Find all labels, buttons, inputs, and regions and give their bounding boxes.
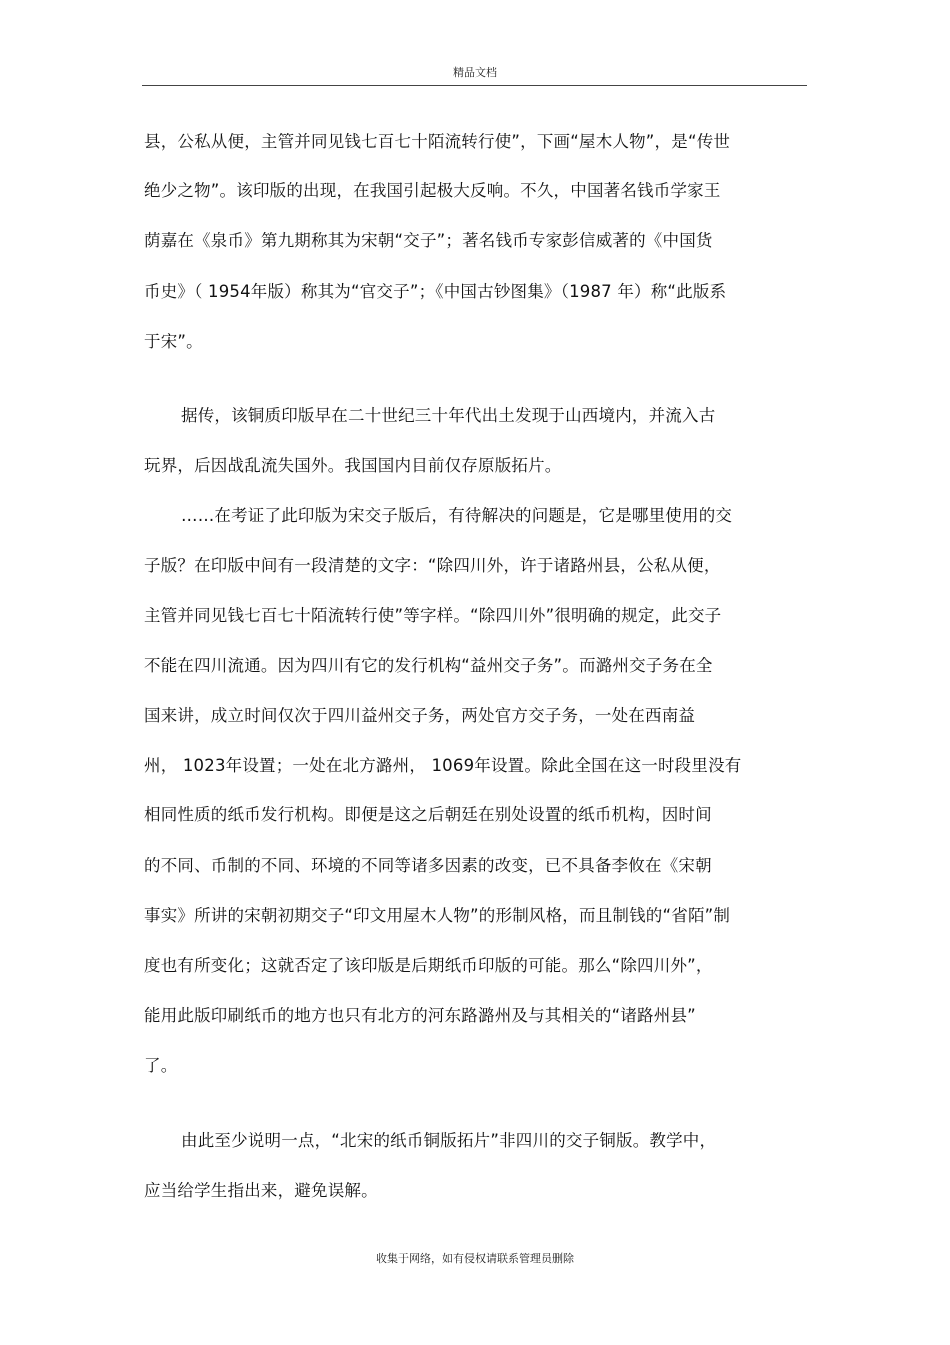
text-line: 绝少之物”。该印版的出现，在我国引起极大反响。不久，中国著名钱币学家王 [144, 181, 721, 200]
text-line: 应当给学生指出来，避免误解。 [144, 1181, 378, 1200]
text-line: 了。 [144, 1056, 178, 1075]
text-line: 于宋”。 [144, 332, 203, 351]
text-line: 玩界，后因战乱流失国外。我国国内目前仅存原版拓片。 [144, 456, 562, 475]
text-line: 不能在四川流通。因为四川有它的发行机构“益州交子务”。而潞州交子务在全 [144, 656, 713, 675]
text-line: 能用此版印刷纸币的地方也只有北方的河东路潞州及与其相关的“诸路州县” [144, 1006, 696, 1025]
text-line: 相同性质的纸币发行机构。即便是这之后朝廷在别处设置的纸币机构，因时间 [144, 805, 712, 824]
text-line: 的不同、币制的不同、环境的不同等诸多因素的改变，已不具备李攸在《宋朝 [144, 856, 712, 875]
paragraph-first-line: 据传，该铜质印版早在二十世纪三十年代出土发现于山西境内，并流入古 [181, 406, 716, 425]
header-title: 精品文档 [453, 66, 497, 79]
text-line: 国来讲，成立时间仅次于四川益州交子务，两处官方交子务，一处在西南益 [144, 706, 696, 725]
paragraph-first-line: ……在考证了此印版为宋交子版后，有待解决的问题是，它是哪里使用的交 [181, 506, 733, 525]
text-line: 县，公私从便，主管并同见钱七百七十陌流转行使”，下画“屋木人物”，是“传世 [144, 132, 731, 151]
text-line: 子版？在印版中间有一段清楚的文字：“除四川外，许于诸路州县，公私从便， [144, 556, 721, 575]
text-line: 事实》所讲的宋朝初期交子“印文用屋木人物”的形制风格，而且制钱的“省陌”制 [144, 906, 731, 925]
paragraph-first-line: 由此至少说明一点，“北宋的纸币铜版拓片”非四川的交子铜版。教学中， [181, 1131, 717, 1150]
text-line: 州， 1023年设置；一处在北方潞州， 1069年设置。除此全国在这一时段里没有 [144, 756, 742, 775]
page-footer: 收集于网络，如有侵权请联系管理员删除 [376, 1252, 574, 1265]
text-line: 荫嘉在《泉币》第九期称其为宋朝“交子”；著名钱币专家彭信威著的《中国货 [144, 231, 713, 250]
text-line: 币史》（ 1954年版）称其为“官交子”；《中国古钞图集》（1987 年）称“此版系 [144, 282, 727, 301]
text-line: 度也有所变化；这就否定了该印版是后期纸币印版的可能。那么“除四川外”， [144, 956, 713, 975]
header-divider [142, 85, 807, 86]
text-line: 主管并同见钱七百七十陌流转行使”等字样。“除四川外”很明确的规定，此交子 [144, 606, 722, 625]
